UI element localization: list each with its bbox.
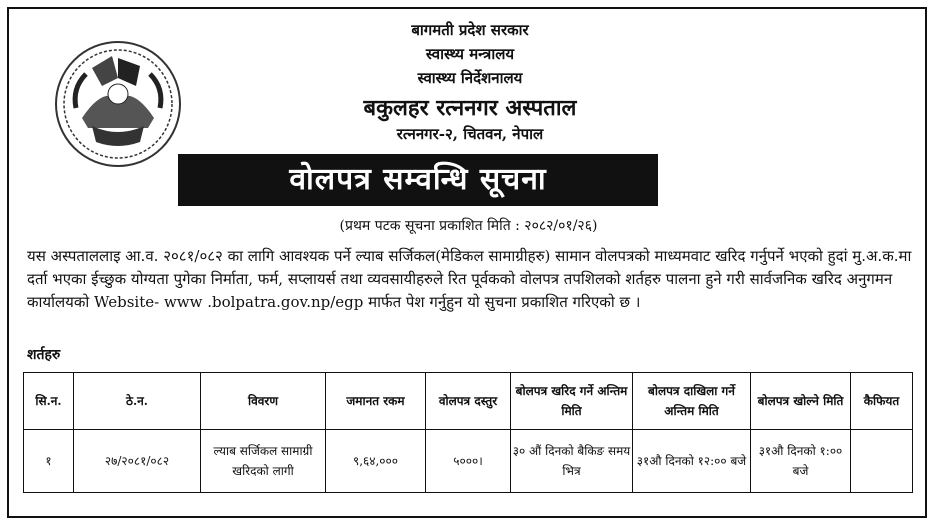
table-cell [851, 430, 913, 493]
col-header: बोलपत्र दाखिला गर्ने अन्तिम मिति [633, 373, 751, 430]
government-name: बागमती प्रदेश सरकार [411, 21, 529, 39]
col-header: जमानत रकम [326, 373, 426, 430]
nepal-emblem-icon [52, 38, 184, 170]
tender-table [23, 372, 913, 493]
col-header: बोलपत्र खरिद गर्ने अन्तिम मिति [511, 373, 633, 430]
ministry-name: स्वास्थ्य मन्त्रालय [425, 45, 515, 63]
table-cell: ३० औं दिनको बैकिङ समय भित्र [511, 430, 633, 493]
col-header: विवरण [201, 373, 326, 430]
table-cell: ९,६४,००० [326, 430, 426, 493]
hospital-name: बकुलहर रत्ननगर अस्पताल [363, 95, 577, 121]
table-row [24, 430, 913, 493]
col-header: सि.न. [24, 373, 74, 430]
table-cell: ५०००। [426, 430, 511, 493]
table-header-row [24, 373, 913, 430]
col-header: कैफियत [851, 373, 913, 430]
col-header: ठे.न. [74, 373, 201, 430]
terms-label: शर्तहरु [27, 347, 61, 363]
notice-body: यस अस्पताललाइ आ.व. २०८१/०८२ का लागि आवश्यक पर्ने ल्याब सर्जिकल(मेडिकल सामाग्रीहरु) सामान वोलपत्रको माध्यमवाट खरिद गर्नुपर्ने भएको हुदां मु.अ.क.मा दर्ता भएका ईच्छुक योग्यता पुगेका निर्माता, फर्म, सप्लायर्स तथा व्यवसायीहरुले रित पूर्वकको वोलपत्र तपशिलको शर्तहरु पालना हुने गरी सार्वजनिक खरिद अनुगमन कार्यालयको Website- www .bolpatra.gov.np/egp मार्फत पेश गर्नुहुन यो सुचना प्रकाशित गरिएको छ । [27, 247, 912, 311]
table-cell: ३१औ दिनको १:०० बजे [751, 430, 851, 493]
col-header: वोलपत्र दस्तुर [426, 373, 511, 430]
table-cell: १ [24, 430, 74, 493]
table-cell: २७/२०८१/०८२ [74, 430, 201, 493]
directorate-name: स्वास्थ्य निर्देशनालय [417, 69, 523, 87]
table-cell: ३१औ दिनको १२:०० बजे [633, 430, 751, 493]
col-header: बोलपत्र खोल्ने मिति [751, 373, 851, 430]
table-cell: ल्याब सर्जिकल सामाग्री खरिदको लागी [201, 430, 326, 493]
hospital-address: रत्ननगर-२, चितवन, नेपाल [396, 125, 544, 143]
notice-title-banner: वोलपत्र सम्वन्धि सूचना [178, 154, 658, 206]
published-date: (प्रथम पटक सूचना प्रकाशित मिति : २०८२/०१/२६) [339, 218, 598, 234]
